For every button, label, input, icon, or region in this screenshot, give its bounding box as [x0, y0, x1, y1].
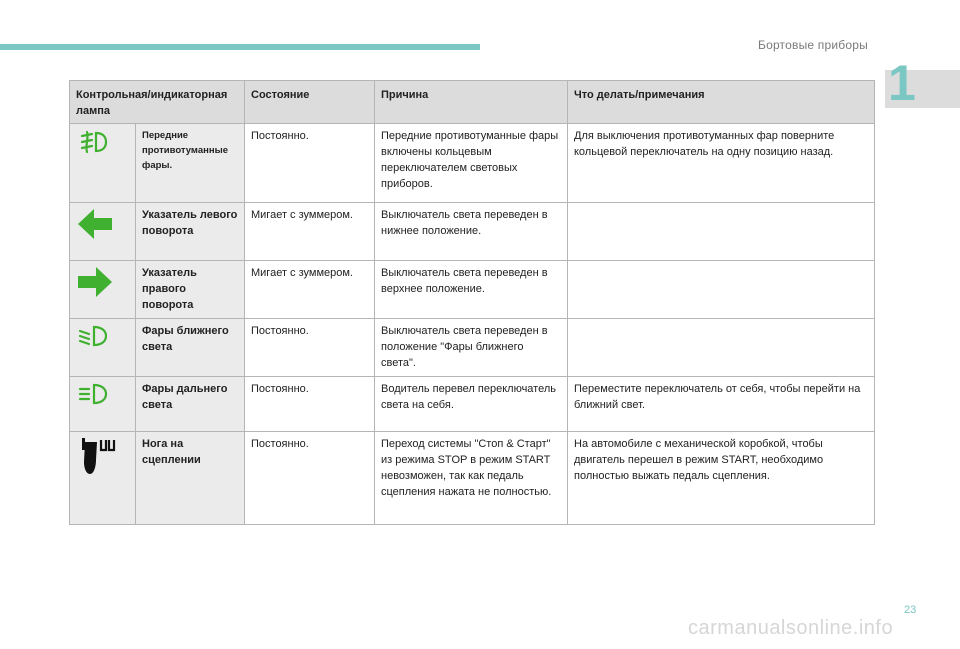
lamp-cause: Передние противотуманные фары включены кольцевым переключателем световых приборов.	[375, 124, 568, 203]
lamp-name: Указатель правого поворота	[136, 261, 245, 319]
front-fog-lamp-icon	[76, 128, 110, 156]
lamp-action	[568, 319, 875, 377]
lamp-action: На автомобиле с механической коробкой, чтобы двигатель перешел в режим START, необходимо полностью выжать педаль сцепления.	[568, 432, 875, 525]
icon-cell	[70, 319, 136, 377]
lamp-state: Постоянно.	[245, 432, 375, 525]
icon-cell	[70, 432, 136, 525]
lamp-name: Нога на сцеплении	[136, 432, 245, 525]
lamp-cause: Выключатель света переведен в верхнее положение.	[375, 261, 568, 319]
right-turn-arrow-icon	[76, 265, 114, 299]
warning-lamps-table	[69, 80, 875, 525]
dipped-beam-icon	[76, 323, 110, 349]
left-turn-arrow-icon	[76, 207, 114, 241]
lamp-name: Фары дальнего света	[136, 377, 245, 432]
column-header-cause: Причина	[375, 81, 568, 124]
icon-cell	[70, 124, 136, 203]
table-row	[70, 319, 875, 377]
lamp-state: Мигает с зуммером.	[245, 203, 375, 261]
table-row	[70, 261, 875, 319]
foot-on-clutch-icon	[76, 436, 116, 478]
lamp-action	[568, 261, 875, 319]
lamp-action: Для выключения противотуманных фар поверните кольцевой переключатель на одну позицию назад.	[568, 124, 875, 203]
table-row	[70, 124, 875, 203]
watermark-text: carmanualsonline.info	[688, 617, 894, 639]
lamp-state: Постоянно.	[245, 377, 375, 432]
top-accent-bar	[0, 44, 480, 50]
lamp-name: Передние противотуманные фары.	[136, 124, 245, 203]
icon-cell	[70, 203, 136, 261]
lamp-cause: Переход системы "Стоп & Старт" из режима STOP в режим START невозможен, так как педаль сцепления нажата не полностью.	[375, 432, 568, 525]
column-header-state: Состояние	[245, 81, 375, 124]
lamp-state: Постоянно.	[245, 319, 375, 377]
table-header-row	[70, 81, 875, 124]
chapter-number: 1	[888, 55, 916, 111]
section-title: Бортовые приборы	[758, 38, 868, 52]
main-beam-icon	[76, 381, 110, 407]
icon-cell	[70, 377, 136, 432]
lamp-action: Переместите переключатель от себя, чтобы перейти на ближний свет.	[568, 377, 875, 432]
column-header-lamp: Контрольная/индикаторная лампа	[70, 81, 245, 124]
column-header-action: Что делать/примечания	[568, 81, 875, 124]
icon-cell	[70, 261, 136, 319]
lamp-state: Мигает с зуммером.	[245, 261, 375, 319]
page-number: 23	[904, 604, 917, 616]
lamp-cause: Водитель перевел переключатель света на себя.	[375, 377, 568, 432]
table-row	[70, 377, 875, 432]
lamp-state: Постоянно.	[245, 124, 375, 203]
table-row	[70, 432, 875, 525]
lamp-name: Указатель левого поворота	[136, 203, 245, 261]
lamp-cause: Выключатель света переведен в нижнее положение.	[375, 203, 568, 261]
table-row	[70, 203, 875, 261]
lamp-name: Фары ближнего света	[136, 319, 245, 377]
lamp-cause: Выключатель света переведен в положение "Фары ближнего света".	[375, 319, 568, 377]
lamp-action	[568, 203, 875, 261]
